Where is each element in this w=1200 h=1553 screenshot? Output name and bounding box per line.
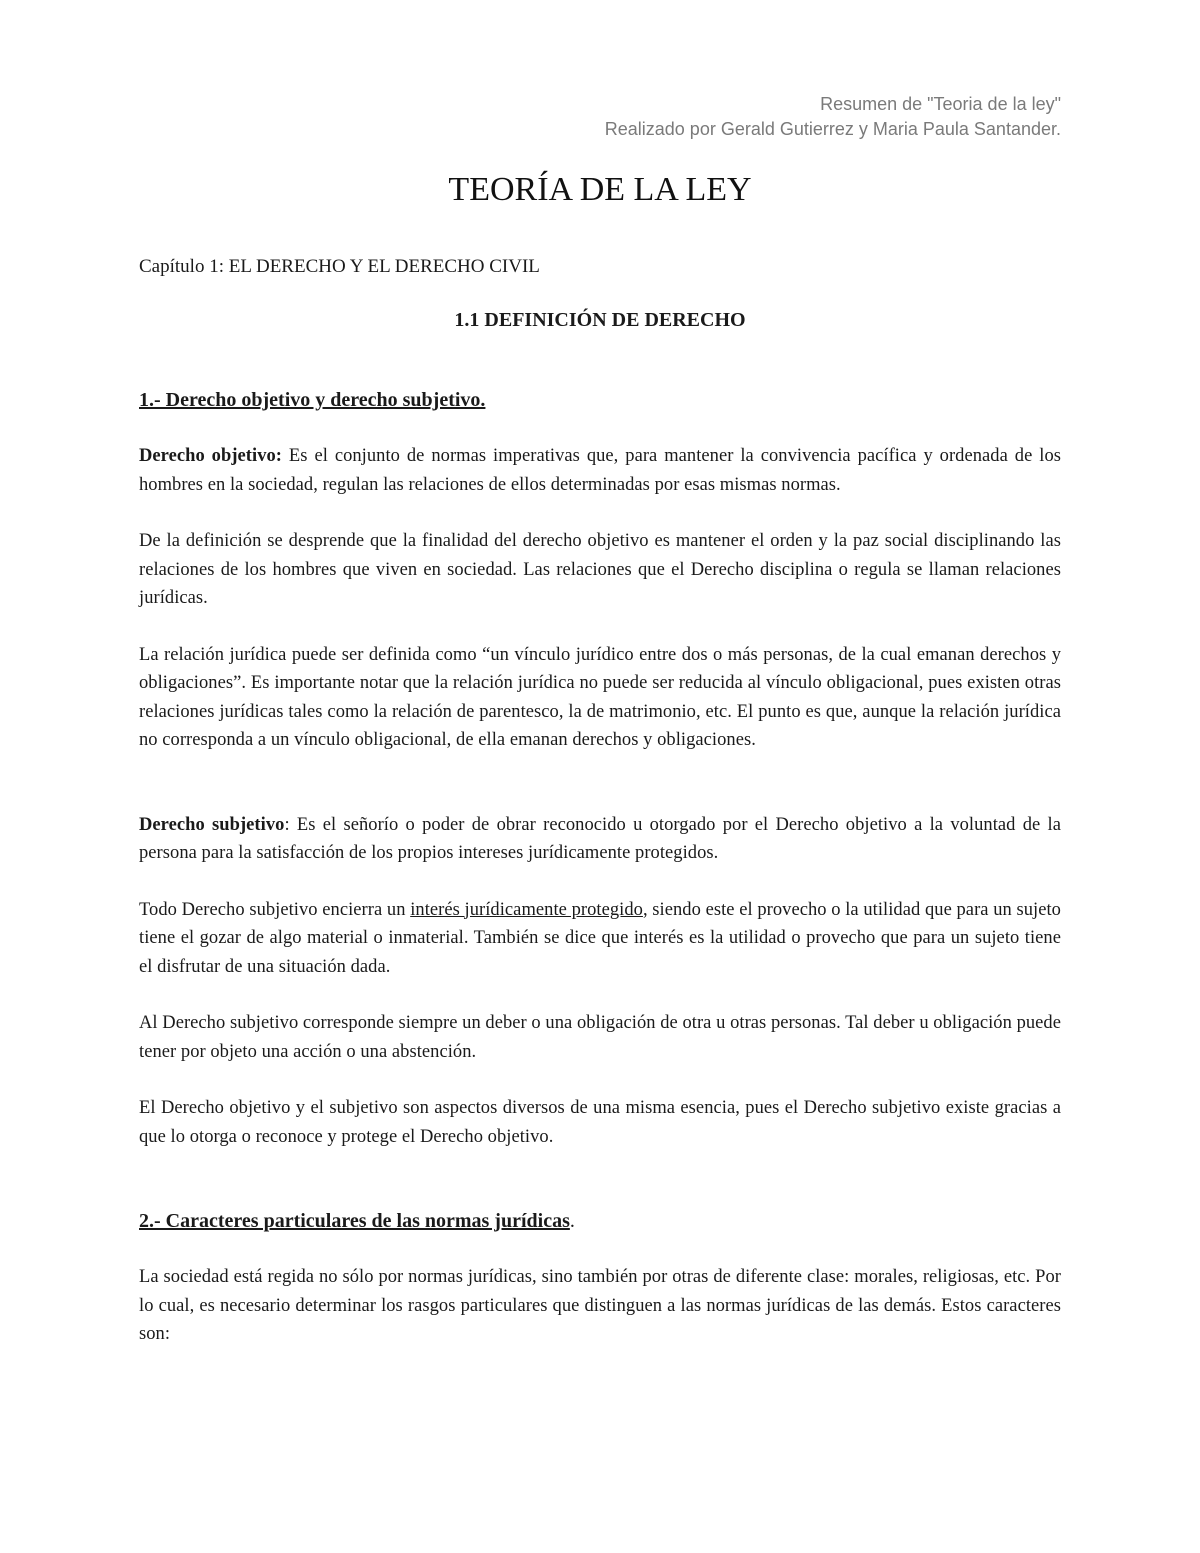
- underlined-phrase: interés jurídicamente protegido: [410, 899, 643, 920]
- paragraph-esencia: El Derecho objetivo y el subjetivo son aspectos diversos de una misma esencia, pues el Derecho subjetivo existe gracias a que lo otorga o reconoce y protege el Derecho objetivo.: [139, 1098, 1061, 1147]
- paragraph-interes: [139, 896, 1061, 982]
- subheading-derecho-objetivo-subjetivo: 1.- Derecho objetivo y derecho subjetivo.: [139, 389, 486, 411]
- header-summary-line: Resumen de "Teoria de la ley": [820, 94, 1061, 114]
- document-title: TEORÍA DE LA LEY: [448, 171, 752, 208]
- header-authors-line: Realizado por Gerald Gutierrez y Maria Paula Santander.: [604, 119, 1061, 139]
- paragraph-text: Es el conjunto de normas imperativas que, para mantener la convivencia pacífica y ordenada de los hombres en la sociedad, regulan las relaciones de ellos determinadas por esas mismas normas.: [139, 446, 1061, 495]
- page-header: [605, 92, 1061, 142]
- paragraph-sociedad: La sociedad está regida no sólo por normas jurídicas, sino también por otras de diferente clase: morales, religiosas, etc. Por lo cual, es necesario determinar los rasgos particulares que distinguen a las normas jurídicas de las demás. Estos caracteres son:: [139, 1267, 1061, 1344]
- subheading-caracteres-period: .: [569, 1210, 575, 1232]
- paragraph-finalidad: De la definición se desprende que la finalidad del derecho objetivo es mantener el orden y la paz social disciplinando las relaciones de los hombres que viven en sociedad. Las relaciones que el Derecho disciplina o regula se llaman relaciones jurídicas.: [139, 531, 1061, 608]
- subheading-caracteres-text: 2.- Caracteres particulares de las normas jurídicas: [139, 1210, 570, 1232]
- paragraph-text: : Es el señorío o poder de obrar reconocido u otorgado por el Derecho objetivo a la voluntad de la persona para la satisfacción de los propios intereses jurídicamente protegidos.: [139, 814, 1061, 863]
- document-body: [139, 170, 1061, 1377]
- term-derecho-subjetivo: Derecho subjetivo: [139, 814, 285, 835]
- chapter-heading: Capítulo 1: EL DERECHO Y EL DERECHO CIVIL: [139, 256, 540, 277]
- paragraph-deber: Al Derecho subjetivo corresponde siempre un deber o una obligación de otra u otras personas. Tal deber u obligación puede tener por objeto una acción o una abstención.: [139, 1013, 1061, 1062]
- paragraph-relacion-juridica: La relación jurídica puede ser definida como “un vínculo jurídico entre dos o más personas, de la cual emanan derechos y obligaciones”. Es importante notar que la relación jurídica no puede ser reducida al vínculo obligacional, pues existen otras relaciones jurídicas tales como la relación de parentesco, la de matrimonio, etc. El punto es que, aunque la relación jurídica no corresponda a un vínculo obligacional, de ella emanan derechos y obligaciones.: [139, 644, 1061, 750]
- section-heading: 1.1 DEFINICIÓN DE DERECHO: [454, 309, 746, 331]
- term-derecho-objetivo: Derecho objetivo:: [139, 446, 283, 466]
- paragraph-derecho-objetivo: [139, 442, 1061, 499]
- paragraph-text: , siendo este el provecho o la utilidad que para un sujeto tiene el gozar de algo material o inmaterial. También se dice que interés es la utilidad o provecho que para un sujeto tiene el disfrutar de una situación dada.: [139, 899, 1061, 977]
- paragraph-text: Todo Derecho subjetivo encierra un: [139, 899, 411, 920]
- paragraph-derecho-subjetivo: [139, 811, 1061, 868]
- subheading-caracteres: [139, 1207, 1061, 1235]
